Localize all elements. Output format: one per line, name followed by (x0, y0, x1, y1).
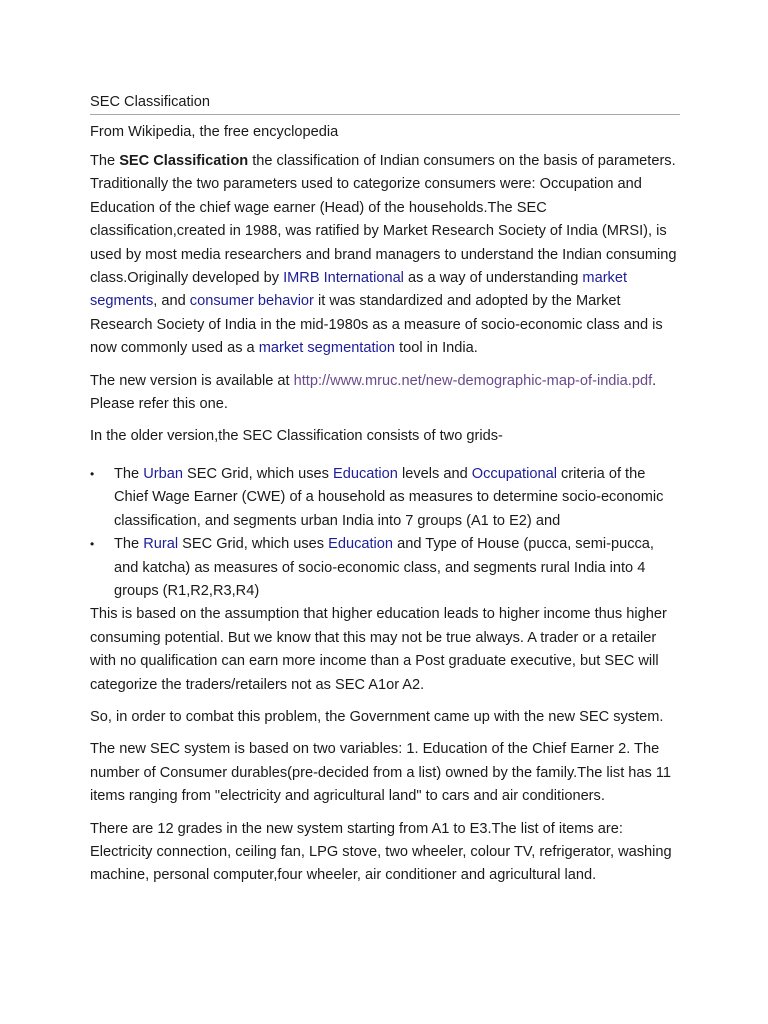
list-text: SEC Grid, which uses (178, 536, 329, 553)
page-title: SEC Classification (90, 92, 680, 115)
intro-text: as a way of understanding (403, 270, 583, 287)
new-version-paragraph (90, 370, 680, 417)
new-version-text: The new version is available at (90, 372, 294, 389)
list-item (90, 463, 680, 533)
consumer-behavior-link[interactable]: consumer behavior (189, 293, 314, 310)
education-link[interactable]: Education (328, 536, 394, 553)
list-text: SEC Grid, which uses (182, 465, 333, 482)
grades-paragraph: There are 12 grades in the new system starting from A1 to E3.The list of items are: Electricity connection, ceiling fan, LPG stove, two wheeler, colour TV, refrigerator, washing machine, personal computer,four wheeler, air conditioner and agricultural land. (90, 820, 672, 884)
page-subtitle: From Wikipedia, the free encyclopedia (90, 124, 339, 140)
market-segments-link[interactable]: market segments (90, 270, 628, 310)
intro-text: The (90, 153, 120, 169)
intro-paragraph (90, 150, 680, 361)
bullet: • (90, 466, 95, 481)
imrb-international-link[interactable]: IMRB International (283, 270, 404, 287)
list-text: levels and (397, 465, 472, 482)
urban-link[interactable]: Urban (143, 465, 183, 482)
rural-link[interactable]: Rural (143, 536, 179, 553)
bullet: • (90, 537, 95, 552)
older-version-paragraph: In the older version,the SEC Classification consists of two grids- (90, 428, 503, 445)
intro-text: the classification of Indian consumers on the basis of parameters. Traditionally the two parameters used to categorize consumers were: Occupation and Education of the chief wage earner (Head) of the households.The SEC classification,created in 1988, was ratified by Market Research Society of India (MRSI), is used by most media researchers and brand managers to understand the Indian consuming class.Originally developed by (90, 153, 677, 287)
market-segmentation-link[interactable]: market segmentation (258, 340, 396, 357)
mruc-pdf-link[interactable]: http://www.mruc.net/new-demographic-map-of-india.pdf (293, 372, 653, 389)
education-link[interactable]: Education (333, 465, 398, 482)
list-text: and Type of House (pucca, semi-pucca, and katcha) as measures of socio-economic class, and segments rural India into 4 groups (R1,R2,R3,R4) (114, 536, 654, 599)
list-text: criteria of the Chief Wage Earner (CWE) of a household as measures to determine socio-economic classification, and segments urban India into 7 groups (A1 to E2) and (114, 465, 664, 529)
new-version-text: . Please refer this one. (90, 372, 657, 413)
intro-text: it was standardized and adopted by the Market Research Society of India in the mid-1980s as a measure of socio-economic class and is now commonly used as a (90, 293, 663, 357)
article (90, 92, 680, 888)
assumption-paragraph: This is based on the assumption that higher education leads to higher income thus higher consuming potential. But we know that this may not be true always. A trader or a retailer with no qualification can earn more income than a Post graduate executive, but SEC will categorize the traders/retailers not as SEC A1or A2. (90, 606, 667, 693)
grid-list (90, 463, 680, 603)
intro-text: , and (153, 293, 190, 310)
variables-paragraph: The new SEC system is based on two variables: 1. Education of the Chief Earner 2. The number of Consumer durables(pre-decided from a list) owned by the family.The list has 11 items ranging from "electricity and agricultural land" to cars and air conditioners. (90, 741, 672, 805)
occupational-link[interactable]: Occupational (471, 465, 557, 482)
list-text: The (114, 536, 144, 553)
combat-paragraph: So, in order to combat this problem, the Government came up with the new SEC system. (90, 708, 664, 725)
intro-text: tool in India. (395, 340, 478, 357)
intro-bold-term: SEC Classification (119, 153, 249, 169)
list-text: The (114, 465, 144, 482)
list-item (90, 533, 680, 603)
